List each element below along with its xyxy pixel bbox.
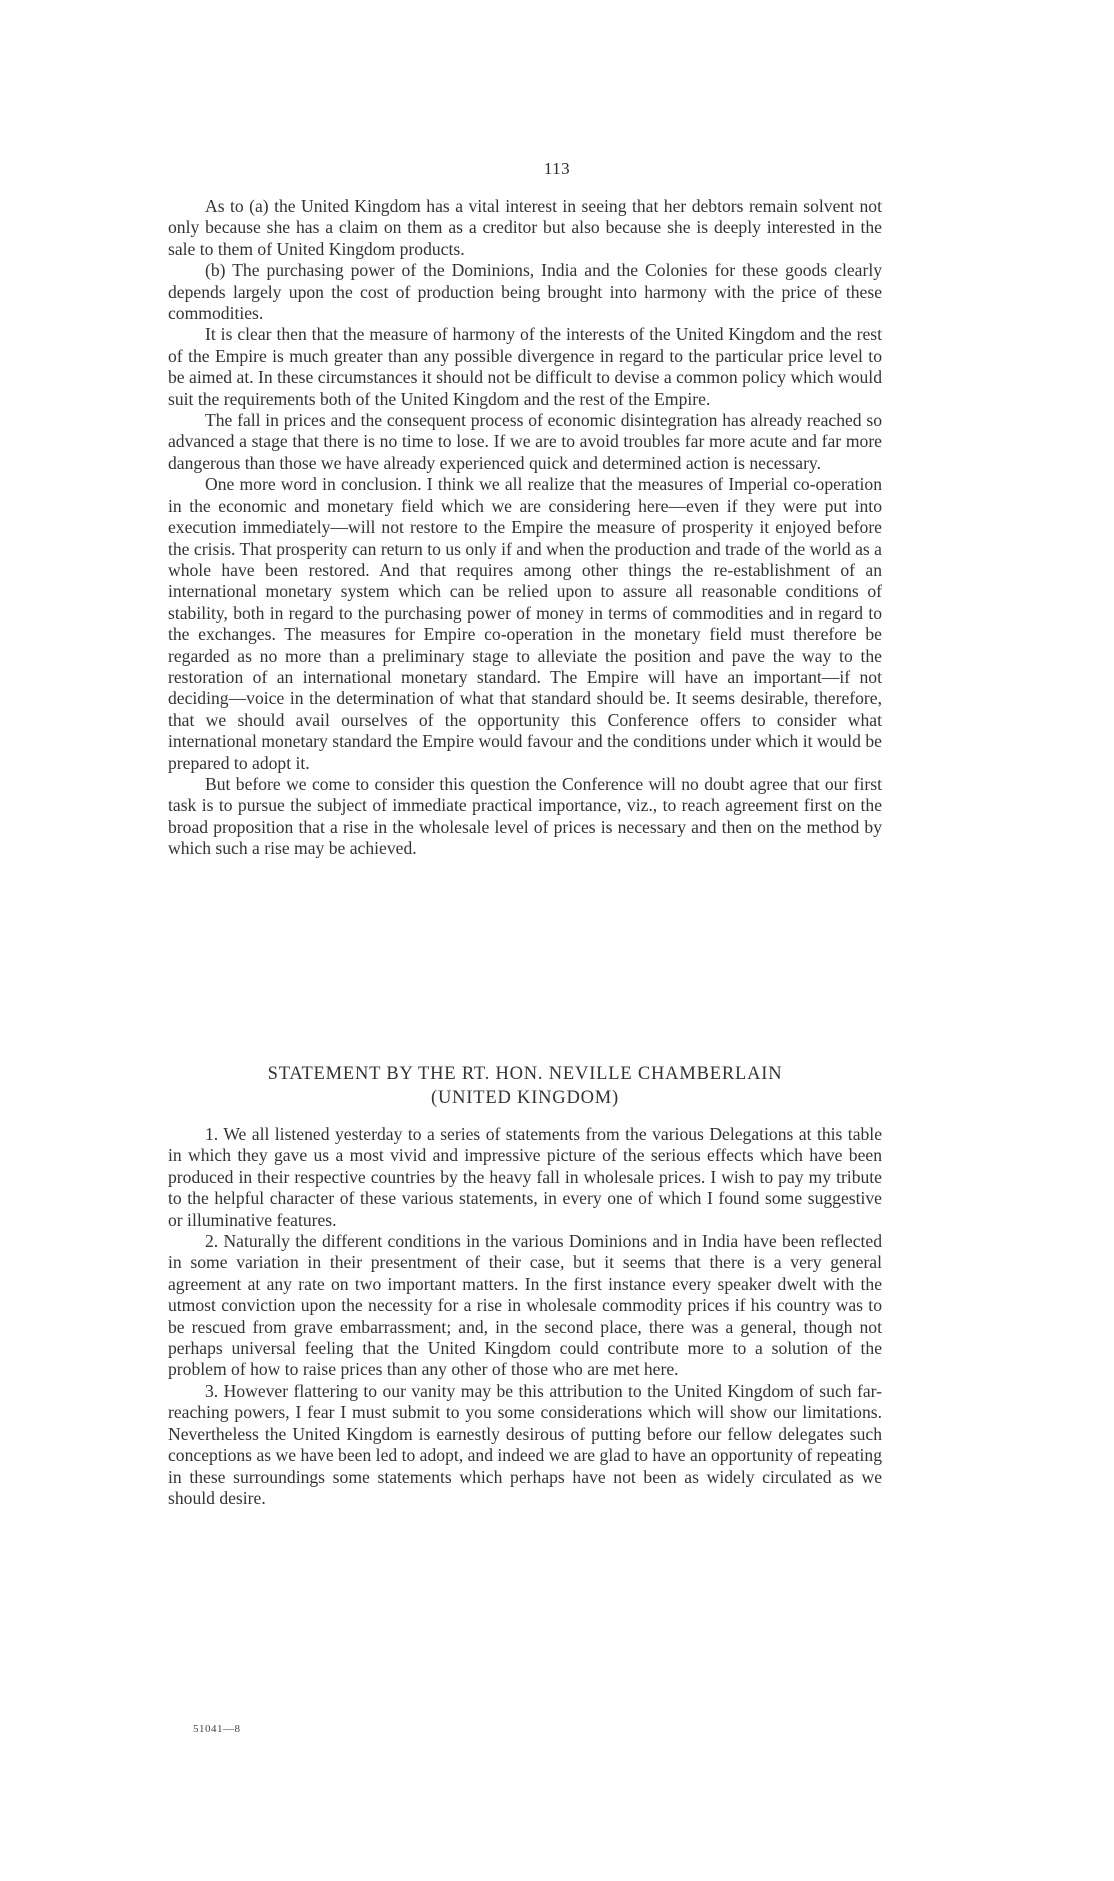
paragraph: It is clear then that the measure of harmony of the interests of the United Kingdom and the rest of the Empire is much greater than any possible divergence in regard to the particular price level to be aimed at. In these circumstances it should not be difficult to devise a common policy which would suit the requirements both of the United Kingdom and the rest of the Empire. bbox=[168, 324, 882, 409]
paragraph: 1. We all listened yesterday to a series of statements from the various Delegations at this table in which they gave us a most vivid and impressive picture of the serious effects which have been produced in their respective countries by the heavy fall in wholesale prices. I wish to pay my tribute to the helpful character of these various statements, in every one of which I found some suggestive or illuminative features. bbox=[168, 1124, 882, 1230]
page-number: 113 bbox=[543, 159, 571, 178]
printer-code: 51041—8 bbox=[193, 1723, 241, 1735]
document-section-continuation bbox=[168, 196, 882, 860]
section-heading-subtitle: (UNITED KINGDOM) bbox=[431, 1088, 619, 1108]
paragraph: One more word in conclusion. I think we all realize that the measures of Imperial co-operation in the economic and monetary field which we are considering here—even if they were put into execution immediately—will not restore to the Empire the measure of prosperity it enjoyed before the crisis. That prosperity can return to us only if and when the production and trade of the world as a whole have been restored. And that requires among other things the re-establishment of an international monetary system which can be relied upon to assure all reasonable conditions of stability, both in regard to the purchasing power of money in terms of commodities and in regard to the exchanges. The measures for Empire co-operation in the monetary field must therefore be regarded as no more than a preliminary stage to alleviate the position and pave the way to the restoration of an international monetary standard. The Empire will have an important—if not deciding—voice in the determination of what that standard should be. It seems desirable, therefore, that we should avail ourselves of the opportunity this Conference offers to consider what international monetary standard the Empire would favour and the conditions under which it would be prepared to adopt it. bbox=[168, 474, 882, 773]
paragraph: The fall in prices and the consequent process of economic disintegration has already reached so advanced a stage that there is no time to lose. If we are to avoid troubles far more acute and far more dangerous than those we have already experienced quick and determined action is necessary. bbox=[168, 410, 882, 473]
paragraph: 2. Naturally the different conditions in the various Dominions and in India have been reflected in some variation in their presentment of their case, but it seems that there is a very general agreement at any rate on two important matters. In the first instance every speaker dwelt with the utmost conviction upon the necessity for a rise in wholesale commodity prices if his country was to be rescued from grave embarrassment; and, in the second place, there was a general, though not perhaps universal feeling that the United Kingdom could contribute more to a solution of the problem of how to raise prices than any other of those who are met here. bbox=[168, 1231, 882, 1380]
paragraph: As to (a) the United Kingdom has a vital interest in seeing that her debtors remain solvent not only because she has a claim on them as a creditor but also because she is deeply interested in the sale to them of United Kingdom products. bbox=[168, 196, 882, 259]
document-section-statement bbox=[168, 1062, 882, 1509]
paragraph: (b) The purchasing power of the Dominions, India and the Colonies for these goods clearly depends largely upon the cost of production being brought into harmony with the price of these commodities. bbox=[168, 260, 882, 324]
paragraph: 3. However flattering to our vanity may be this attribution to the United Kingdom of such far-reaching powers, I fear I must submit to you some considerations which will show our limitations. Nevertheless the United Kingdom is earnestly desirous of putting before our fellow delegates such conceptions as we have been led to adopt, and indeed we are glad to have an opportunity of repeating in these surroundings some statements which perhaps have not been as widely circulated as we should desire. bbox=[168, 1380, 882, 1508]
paragraph: But before we come to consider this question the Conference will no doubt agree that our first task is to pursue the subject of immediate practical importance, viz., to reach agreement first on the broad proposition that a rise in the wholesale level of prices is necessary and then on the method by which such a rise may be achieved. bbox=[168, 773, 882, 859]
section-heading bbox=[168, 1062, 882, 1110]
section-heading-title: STATEMENT BY THE RT. HON. NEVILLE CHAMBERLAIN bbox=[267, 1064, 783, 1084]
